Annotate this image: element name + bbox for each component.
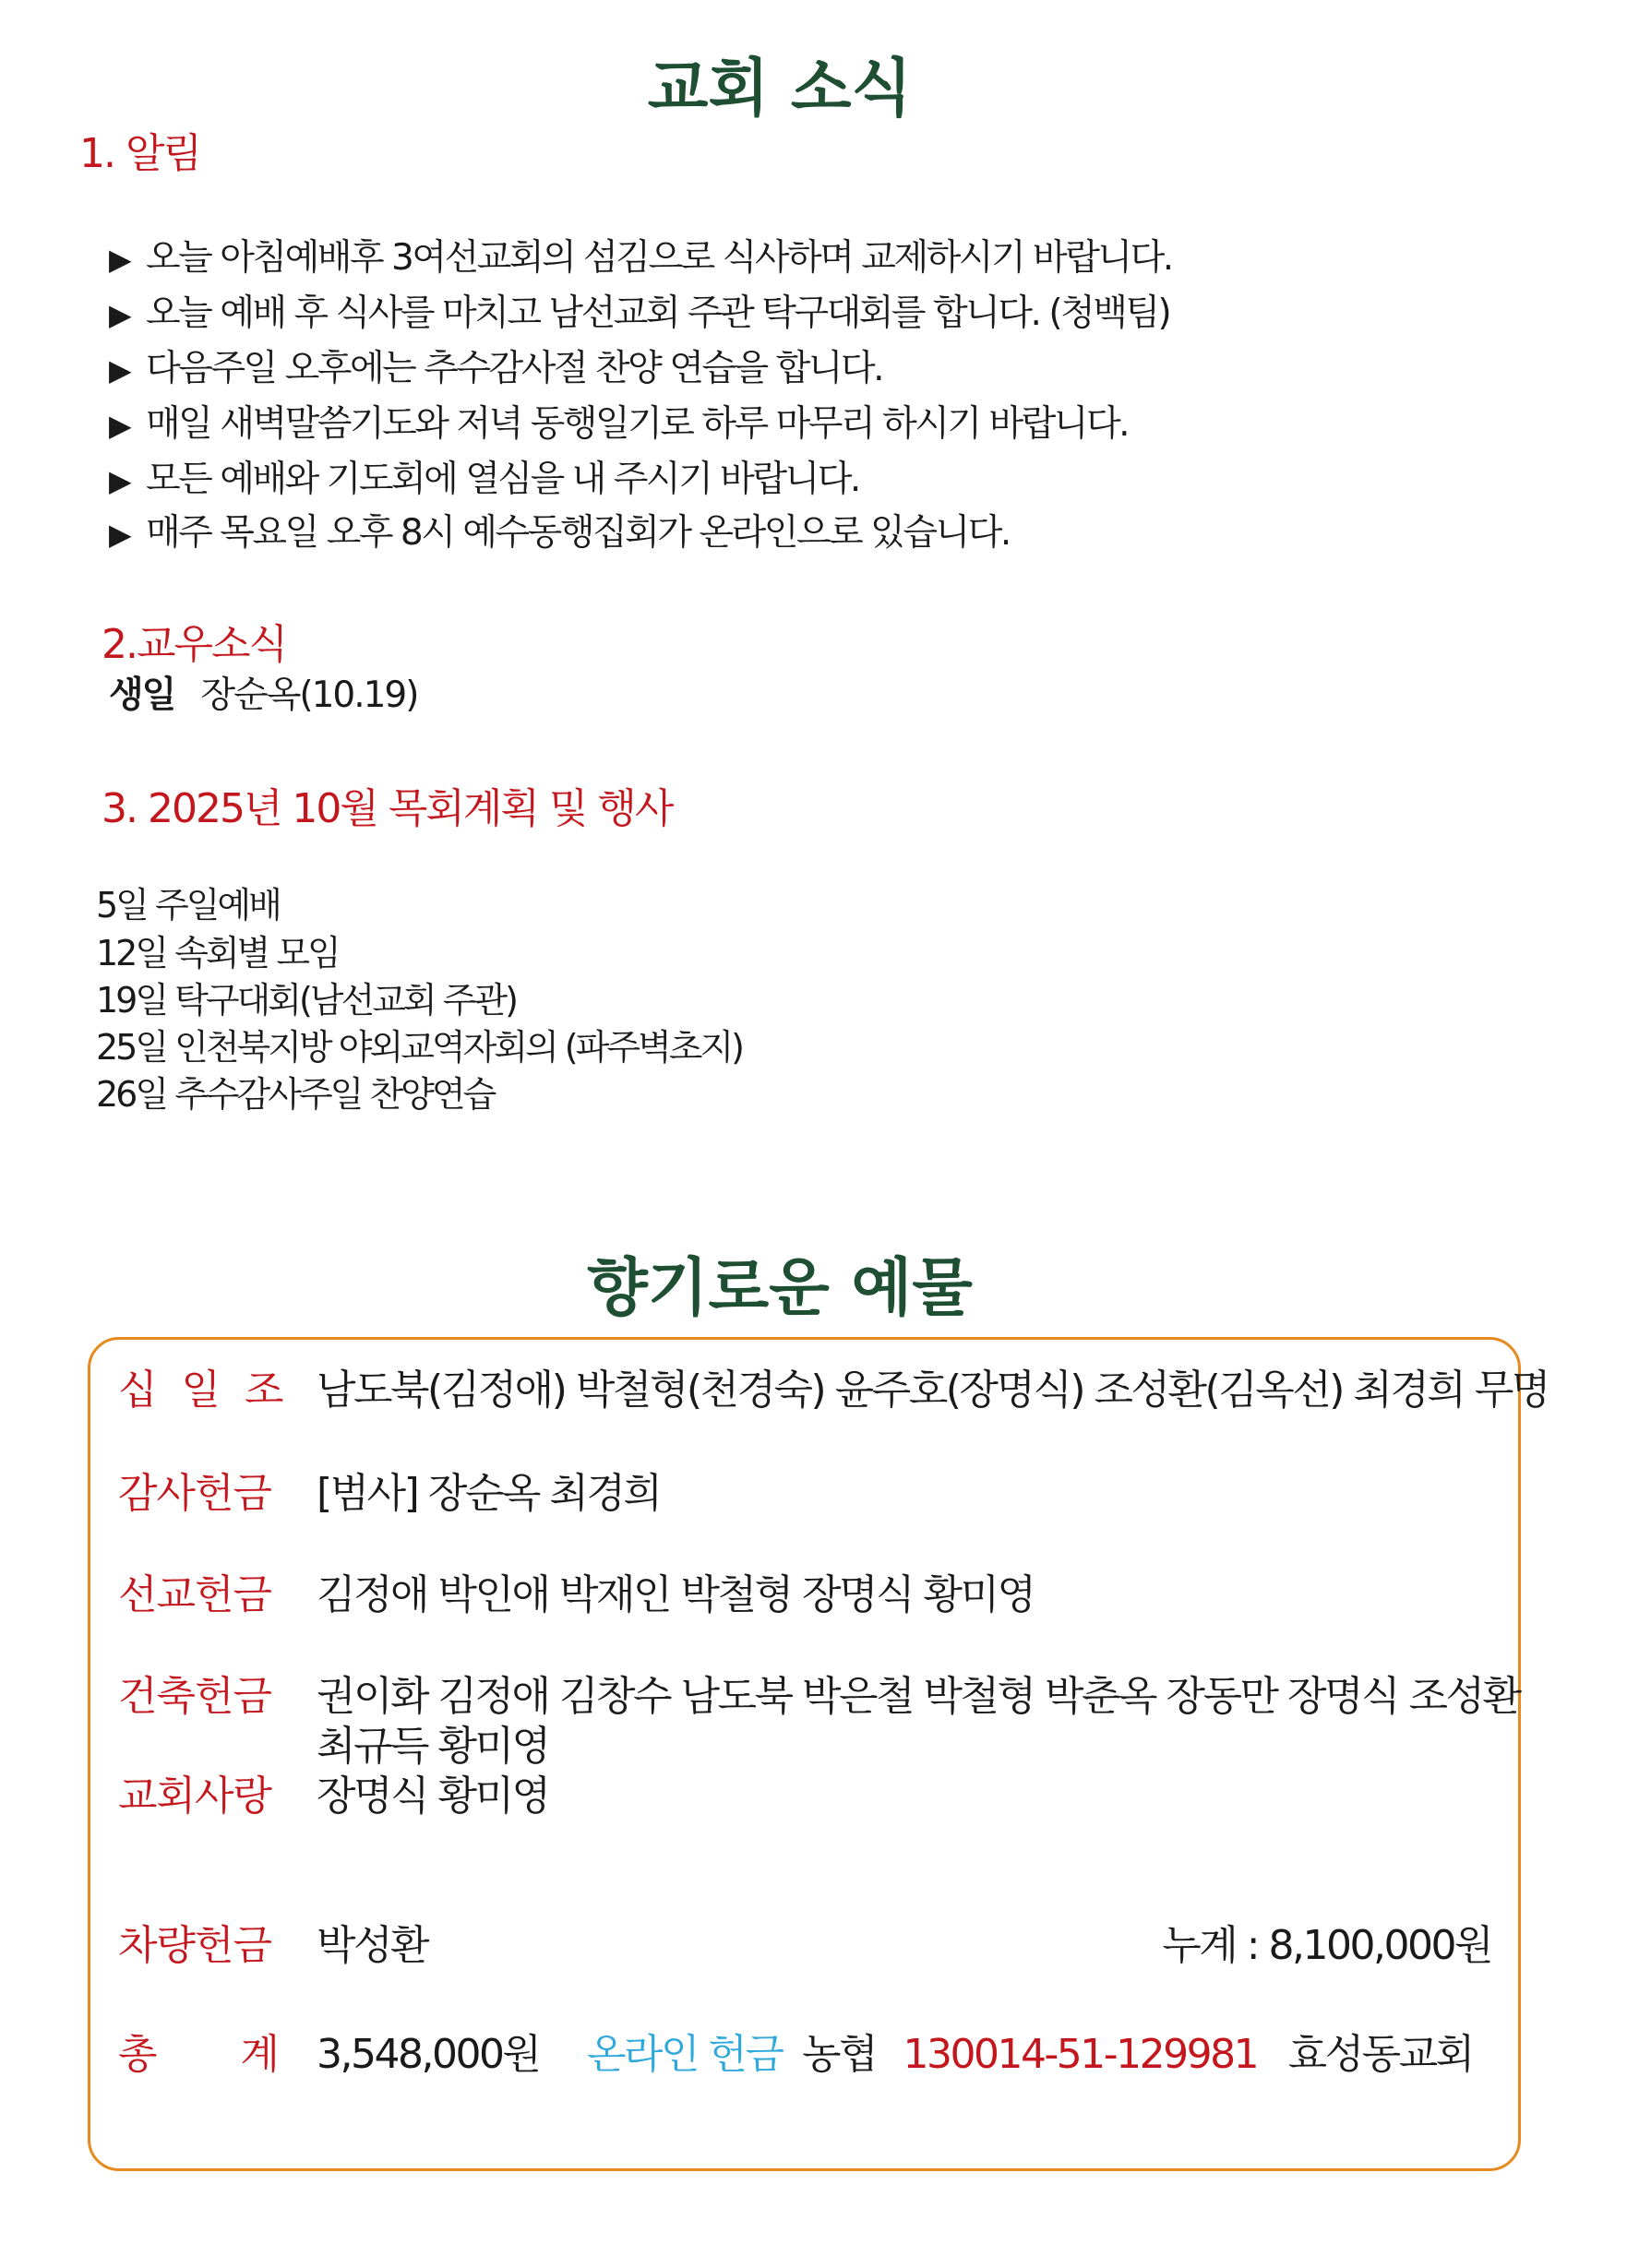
triangle-right-icon: ▶ [109,242,130,277]
announcement-item: ▶ 오늘 예배 후 식사를 마치고 남선교회 주관 탁구대회를 합니다. (청백팀) [109,292,1170,334]
bank-name: 농협 [801,2031,876,2078]
announcement-item: ▶ 매주 목요일 오후 8시 예수동행집회가 온라인으로 있습니다. [109,512,1010,554]
offering-names: 박성환 [317,1922,428,1969]
triangle-right-icon: ▶ [109,352,130,388]
schedule-heading: 3. 2025년 10월 목회계획 및 행사 [102,785,673,832]
birthday-label: 생일 [109,674,175,716]
triangle-right-icon: ▶ [109,297,130,332]
offering-label: 선교헌금 [118,1571,272,1618]
triangle-right-icon: ▶ [109,463,130,498]
total-amount: 3,548,000원 [317,2031,540,2078]
offering-label: 감사헌금 [118,1470,272,1517]
birthday-value: 장순옥(10.19) [200,674,418,716]
announcement-item: ▶ 매일 새벽말씀기도와 저녁 동행일기로 하루 마무리 하시기 바랍니다. [109,403,1129,445]
announcement-item: ▶ 다음주일 오후에는 추수감사절 찬양 연습을 합니다. [109,348,883,389]
schedule-item: 25일 인천북지방 야외교역자회의 (파주벽초지) [96,1027,742,1068]
birthday-line [109,666,417,718]
offering-label: 십 일 조 [118,1367,283,1414]
online-offering-label: 온라인 헌금 [586,2031,783,2078]
announcements-heading: 1. 알림 [79,130,200,177]
total-label: 총 계 [118,2031,279,2078]
triangle-right-icon: ▶ [109,517,130,552]
account-number: 130014-51-129981 [903,2031,1258,2078]
offering-label: 교회사랑 [118,1773,272,1820]
page-title: 교회 소식 [647,53,913,125]
account-holder: 효성동교회 [1287,2031,1473,2078]
schedule-item: 26일 추수감사주일 찬양연습 [96,1074,495,1115]
offering-label: 건축헌금 [118,1673,272,1720]
total-line [317,2021,1473,2080]
triangle-right-icon: ▶ [109,408,130,443]
offering-names: 최규득 황미영 [317,1723,549,1770]
members-heading: 2.교우소식 [102,621,286,668]
announcement-item: ▶ 오늘 아침예배후 3여선교회의 섬김으로 식사하며 교제하시기 바랍니다. [109,237,1172,279]
offering-names: [범사] 장순옥 최경희 [317,1470,661,1517]
schedule-item: 12일 속회별 모임 [96,933,339,973]
cumulative-total: 누계 : 8,100,000원 [1162,1922,1491,1969]
offering-title: 향기로운 예물 [587,1252,973,1325]
offering-names: 남도북(김정애) 박철형(천경숙) 윤주호(장명식) 조성환(김옥선) 최경희 무명 [317,1367,1549,1414]
offering-names: 장명식 황미영 [317,1773,549,1820]
offering-names: 권이화 김정애 김창수 남도북 박은철 박철형 박춘옥 장동만 장명식 조성환 [317,1673,1520,1720]
schedule-item: 5일 주일예배 [96,885,280,925]
offering-names: 김정애 박인애 박재인 박철형 장명식 황미영 [317,1571,1035,1618]
announcement-item: ▶ 모든 예배와 기도회에 열심을 내 주시기 바랍니다. [109,459,859,500]
schedule-item: 19일 탁구대회(남선교회 주관) [96,980,516,1021]
offering-label: 차량헌금 [118,1922,272,1969]
